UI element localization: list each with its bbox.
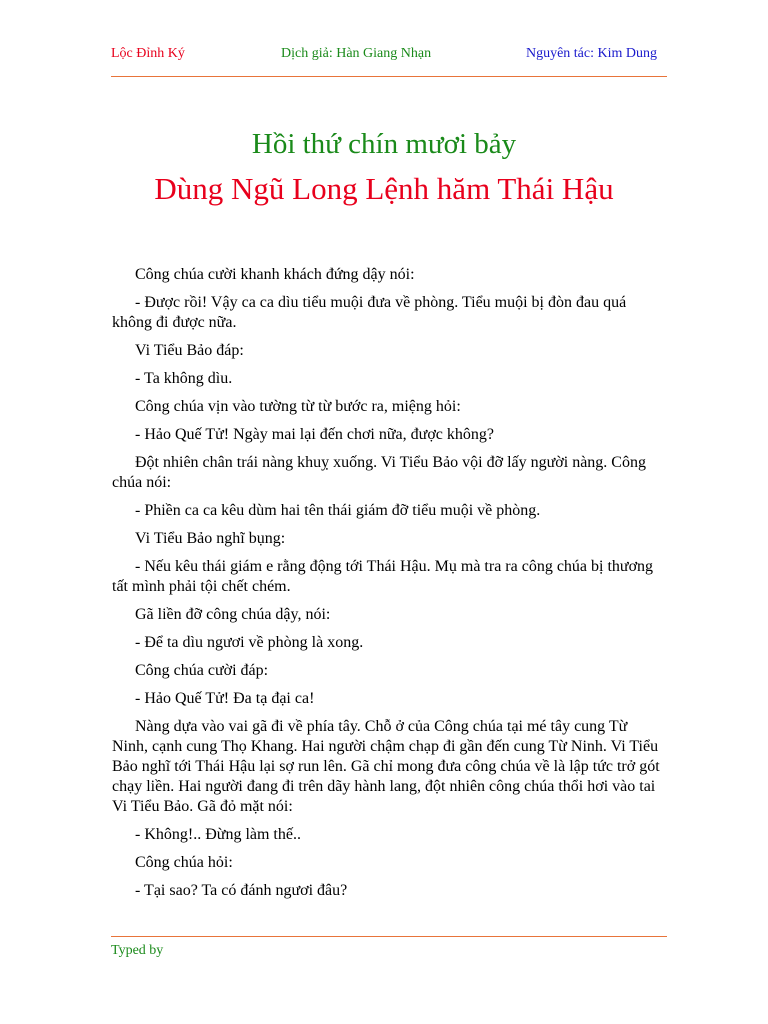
paragraph: Công chúa vịn vào tường từ từ bước ra, miệng hỏi: [135,398,461,415]
header-divider [111,76,667,77]
paragraph: - Hảo Quế Tử! Đa tạ đại ca! [135,690,315,707]
paragraph: Vi Tiểu Bảo nghĩ bụng: [135,530,286,547]
paragraph: Nàng dựa vào vai gã đi về phía tây. Chỗ ở của Công chúa tại mé tây cung Từ Ninh, cạnh cung Thọ Khang. Hai người chậm chạp đi gần đến cung Từ Ninh. Vi Tiểu Bảo nghĩ tới Thái Hậu lại sợ run lên. Gã chỉ mong đưa công chúa về là lập tức trở gót chạy liền. Hai người đang đi trên dãy hành lang, đột nhiên công chúa thổi hơi vào tai Vi Tiểu Bảo. Gã đỏ mặt nói: [112,718,660,815]
paragraph: Vi Tiểu Bảo đáp: [135,342,244,359]
header-author: Nguyên tác: Kim Dung [525,46,657,61]
paragraph: - Hảo Quế Tử! Ngày mai lại đến chơi nữa, được không? [135,426,494,443]
paragraph: - Để ta dìu ngươi về phòng là xong. [135,634,364,651]
paragraph: - Nếu kêu thái giám e rằng động tới Thái Hậu. Mụ mà tra ra công chúa bị thương tất mình phải tội chết chém. [112,558,654,595]
chapter-number: Hồi thứ chín mươi bảy [251,128,517,160]
footer-typed-by: Typed by [111,943,164,958]
chapter-title: Dùng Ngũ Long Lệnh hăm Thái Hậu [154,171,614,206]
paragraph: Gã liền đỡ công chúa dậy, nói: [135,606,331,623]
page-header [111,46,667,66]
paragraph: - Phiền ca ca kêu dùm hai tên thái giám đỡ tiểu muội về phòng. [135,502,541,519]
body-text [112,265,660,909]
paragraph: - Tại sao? Ta có đánh ngươi đâu? [135,882,348,899]
paragraph: - Được rồi! Vậy ca ca dìu tiểu muội đưa về phòng. Tiểu muội bị đòn đau quá không đi được nữa. [112,294,627,331]
header-translator: Dịch giả: Hàn Giang Nhạn [281,46,432,61]
paragraph: Đột nhiên chân trái nàng khuỵ xuống. Vi Tiểu Bảo vội đỡ lấy người nàng. Công chúa nói: [112,454,646,491]
footer-divider [111,936,667,937]
paragraph: Công chúa hỏi: [135,854,233,871]
paragraph: Công chúa cười khanh khách đứng dậy nói: [135,266,415,283]
paragraph: - Không!.. Đừng làm thế.. [135,826,301,843]
paragraph: - Ta không dìu. [135,370,233,387]
paragraph: Công chúa cười đáp: [135,662,269,679]
header-book-title: Lộc Đỉnh Ký [111,46,185,61]
